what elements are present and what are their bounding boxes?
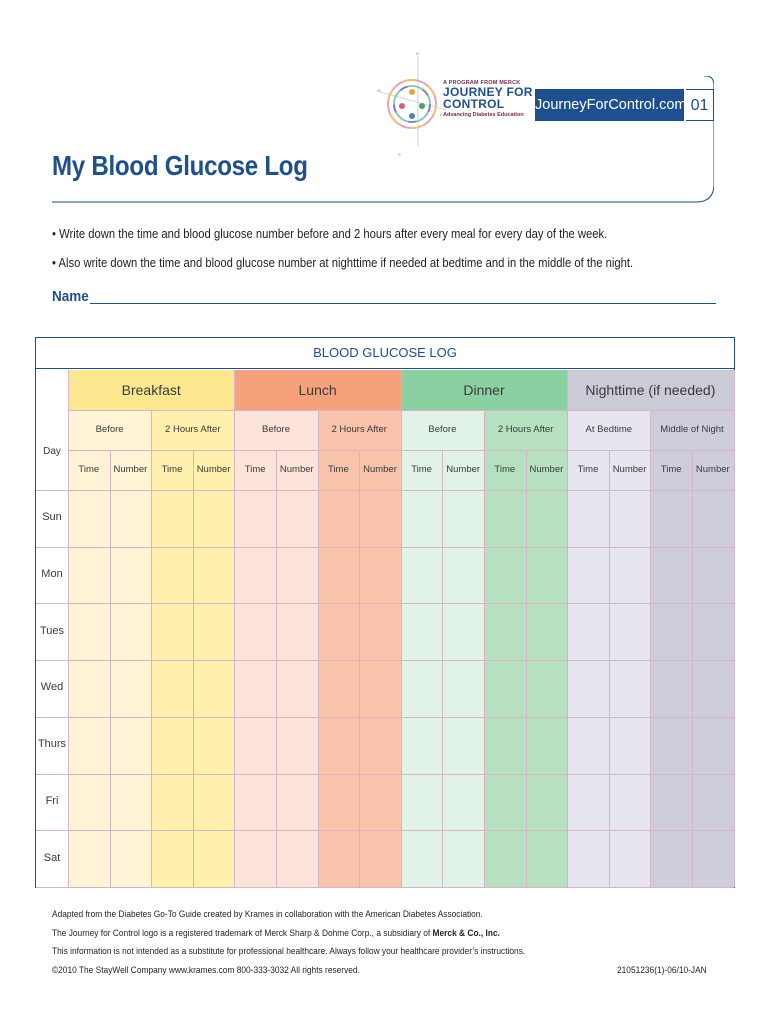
log-entry-cell[interactable]	[68, 490, 110, 547]
grid-vline	[359, 450, 360, 887]
log-entry-cell[interactable]	[526, 830, 568, 887]
compass-w: W	[377, 88, 381, 93]
blood-glucose-log	[35, 337, 735, 888]
column-header: Time	[161, 464, 183, 475]
log-entry-cell[interactable]	[692, 547, 734, 604]
log-entry-cell[interactable]	[193, 660, 235, 717]
footer-line-2-text: The Journey for Control logo is a registered trademark of Merck Sharp & Dohme Corp., a subsidiary of	[52, 928, 433, 939]
log-entry-cell[interactable]	[609, 660, 651, 717]
grid-vline	[318, 410, 319, 887]
logo-tagline-top: A PROGRAM FROM MERCK	[443, 80, 521, 86]
log-entry-cell[interactable]	[68, 547, 110, 604]
column-header: Time	[328, 464, 349, 475]
log-entry-cell[interactable]	[442, 717, 484, 774]
log-entry-cell[interactable]	[359, 547, 401, 604]
day-label: Tues	[39, 624, 65, 637]
log-entry-cell[interactable]	[110, 547, 152, 604]
log-entry-cell[interactable]	[110, 490, 152, 547]
log-entry-cell[interactable]	[151, 603, 193, 660]
column-header: Number	[446, 464, 481, 475]
log-entry-cell[interactable]	[401, 603, 443, 660]
log-entry-cell[interactable]	[484, 717, 526, 774]
log-entry-cell[interactable]	[692, 490, 734, 547]
log-entry-cell[interactable]	[359, 830, 401, 887]
log-entry-cell[interactable]	[442, 774, 484, 831]
log-entry-cell[interactable]	[193, 830, 235, 887]
grid-vline	[442, 450, 443, 887]
grid-hline	[36, 547, 734, 548]
log-entry-cell[interactable]	[567, 547, 609, 604]
log-entry-cell[interactable]	[692, 774, 734, 831]
instruction-1: • Write down the time and blood glucose number before and 2 hours after every meal for every day of the week.	[52, 227, 608, 241]
compass-e: E	[440, 112, 443, 117]
log-entry-cell[interactable]	[110, 660, 152, 717]
log-entry-cell[interactable]	[234, 603, 276, 660]
footer-line-1: Adapted from the Diabetes Go-To Guide created by Krames in collaboration with the American Diabetes Association.	[52, 909, 483, 920]
log-entry-cell[interactable]	[234, 830, 276, 887]
grid-hline	[68, 450, 734, 451]
log-entry-cell[interactable]	[68, 603, 110, 660]
log-entry-cell[interactable]	[442, 830, 484, 887]
log-entry-cell[interactable]	[650, 603, 692, 660]
day-label: Wed	[40, 681, 64, 694]
footer-line-2	[52, 928, 500, 939]
log-entry-cell[interactable]	[110, 603, 152, 660]
logo-tagline-bottom: Advancing Diabetes Education	[443, 112, 524, 118]
log-entry-cell[interactable]	[68, 774, 110, 831]
name-field[interactable]	[90, 303, 716, 304]
log-entry-cell[interactable]	[68, 830, 110, 887]
grid-vline	[526, 450, 527, 887]
meal-subheader: Before	[428, 424, 457, 435]
log-entry-cell[interactable]	[401, 660, 443, 717]
log-title: BLOOD GLUCOSE LOG	[313, 345, 457, 360]
log-entry-cell[interactable]	[359, 603, 401, 660]
column-header: Time	[244, 464, 266, 475]
journey-for-control-logo	[374, 46, 446, 158]
meal-subheader: 2 Hours After	[331, 424, 387, 435]
log-entry-cell[interactable]	[484, 660, 526, 717]
log-entry-cell[interactable]	[442, 603, 484, 660]
footer-code: 21051236(1)-06/10-JAN	[617, 965, 707, 976]
log-entry-cell[interactable]	[151, 717, 193, 774]
meal-subheader: Middle of Night	[660, 424, 724, 435]
log-entry-cell[interactable]	[526, 490, 568, 547]
grid-vline	[401, 370, 402, 887]
meal-header: Lunch	[234, 370, 400, 410]
log-entry-cell[interactable]	[484, 547, 526, 604]
log-entry-cell[interactable]	[442, 547, 484, 604]
log-entry-cell[interactable]	[526, 717, 568, 774]
column-header: Time	[78, 464, 100, 475]
grid-vline	[650, 410, 651, 887]
log-entry-cell[interactable]	[276, 774, 318, 831]
log-entry-cell[interactable]	[110, 774, 152, 831]
column-header: Number	[113, 464, 148, 475]
grid-hline	[36, 660, 734, 661]
column-header: Number	[612, 464, 647, 475]
log-entry-cell[interactable]	[567, 830, 609, 887]
column-header: Number	[529, 464, 564, 475]
grid-hline	[36, 774, 734, 775]
day-label: Fri	[45, 794, 59, 807]
log-entry-cell[interactable]	[692, 603, 734, 660]
column-header: Time	[660, 464, 682, 475]
log-entry-cell[interactable]	[234, 547, 276, 604]
log-entry-cell[interactable]	[110, 717, 152, 774]
grid-vline	[692, 450, 693, 887]
log-entry-cell[interactable]	[318, 547, 360, 604]
log-entry-cell[interactable]	[401, 490, 443, 547]
log-entry-cell[interactable]	[609, 774, 651, 831]
log-entry-cell[interactable]	[193, 774, 235, 831]
log-entry-cell[interactable]	[650, 830, 692, 887]
log-entry-cell[interactable]	[609, 603, 651, 660]
log-entry-cell[interactable]	[68, 717, 110, 774]
log-entry-cell[interactable]	[692, 830, 734, 887]
log-entry-cell[interactable]	[650, 717, 692, 774]
column-header: Number	[196, 464, 231, 475]
log-entry-cell[interactable]	[484, 774, 526, 831]
grid-vline	[151, 410, 152, 887]
log-entry-cell[interactable]	[318, 717, 360, 774]
log-entry-cell[interactable]	[692, 660, 734, 717]
log-entry-cell[interactable]	[401, 717, 443, 774]
log-entry-cell[interactable]	[68, 660, 110, 717]
log-entry-cell[interactable]	[234, 490, 276, 547]
grid-vline	[609, 450, 610, 887]
log-entry-cell[interactable]	[234, 774, 276, 831]
log-entry-cell[interactable]	[151, 490, 193, 547]
log-entry-cell[interactable]	[276, 547, 318, 604]
day-label: Sun	[42, 511, 62, 524]
footer-line-3: This information is not intended as a substitute for professional healthcare. Always follow your healthcare provider’s instructions.	[52, 946, 526, 957]
log-entry-cell[interactable]	[567, 774, 609, 831]
log-entry-cell[interactable]	[234, 660, 276, 717]
compass-s: S	[398, 152, 401, 157]
footer-line-4: ©2010 The StayWell Company www.krames.com 800-333-3032 All rights reserved.	[52, 965, 360, 976]
logo-line2: CONTROL	[443, 97, 505, 111]
log-entry-cell[interactable]	[567, 717, 609, 774]
log-entry-cell[interactable]	[318, 774, 360, 831]
day-label: Sat	[43, 851, 61, 864]
grid-hline	[36, 490, 734, 491]
website-url[interactable]: JourneyForControl.com	[535, 89, 684, 121]
log-entry-cell[interactable]	[526, 547, 568, 604]
log-grid	[36, 338, 734, 887]
log-entry-cell[interactable]	[442, 490, 484, 547]
log-entry-cell[interactable]	[359, 717, 401, 774]
meal-header: Dinner	[401, 370, 567, 410]
log-entry-cell[interactable]	[609, 490, 651, 547]
column-header: Time	[577, 464, 599, 475]
grid-hline	[36, 603, 734, 604]
grid-vline	[68, 370, 69, 887]
logo-line1: JOURNEY FOR	[443, 85, 533, 99]
grid-hline	[36, 887, 734, 888]
log-entry-cell[interactable]	[193, 603, 235, 660]
log-entry-cell[interactable]	[151, 830, 193, 887]
log-entry-cell[interactable]	[276, 490, 318, 547]
log-entry-cell[interactable]	[276, 660, 318, 717]
meal-subheader: 2 Hours After	[497, 424, 554, 435]
grid-vline	[193, 450, 194, 887]
log-entry-cell[interactable]	[318, 603, 360, 660]
meal-header: Breakfast	[68, 370, 234, 410]
log-entry-cell[interactable]	[359, 490, 401, 547]
column-header: Number	[695, 464, 730, 475]
log-entry-cell[interactable]	[650, 547, 692, 604]
day-label: Mon	[41, 568, 63, 581]
log-entry-cell[interactable]	[484, 603, 526, 660]
log-entry-cell[interactable]	[650, 490, 692, 547]
instruction-2: • Also write down the time and blood glucose number at nighttime if needed at bedtime and in the middle of the night.	[52, 256, 634, 270]
footer-merck: Merck & Co., Inc.	[432, 928, 500, 939]
log-entry-cell[interactable]	[193, 547, 235, 604]
log-entry-cell[interactable]	[318, 660, 360, 717]
grid-vline	[110, 450, 111, 887]
log-entry-cell[interactable]	[193, 490, 235, 547]
log-entry-cell[interactable]	[526, 774, 568, 831]
column-header: Number	[363, 464, 397, 475]
log-entry-cell[interactable]	[276, 830, 318, 887]
log-entry-cell[interactable]	[318, 490, 360, 547]
log-entry-cell[interactable]	[151, 660, 193, 717]
grid-hline	[36, 830, 734, 831]
grid-vline	[484, 410, 485, 887]
log-entry-cell[interactable]	[692, 717, 734, 774]
log-entry-cell[interactable]	[401, 774, 443, 831]
meal-subheader: At Bedtime	[585, 424, 633, 435]
log-entry-cell[interactable]	[110, 830, 152, 887]
log-entry-cell[interactable]	[609, 547, 651, 604]
log-entry-cell[interactable]	[567, 603, 609, 660]
log-entry-cell[interactable]	[650, 660, 692, 717]
day-header: Day	[43, 446, 61, 457]
grid-vline	[276, 450, 277, 887]
log-entry-cell[interactable]	[234, 717, 276, 774]
log-entry-cell[interactable]	[276, 717, 318, 774]
column-header: Number	[279, 464, 314, 475]
log-entry-cell[interactable]	[526, 603, 568, 660]
day-label: Thurs	[37, 738, 67, 751]
meal-header: Nighttime (if needed)	[567, 370, 733, 410]
log-entry-cell[interactable]	[484, 490, 526, 547]
grid-vline	[234, 370, 235, 887]
log-entry-cell[interactable]	[609, 717, 651, 774]
log-entry-cell[interactable]	[567, 490, 609, 547]
grid-hline	[36, 717, 734, 718]
log-entry-cell[interactable]	[567, 660, 609, 717]
name-label: Name	[52, 288, 89, 305]
log-entry-cell[interactable]	[650, 774, 692, 831]
log-entry-cell[interactable]	[276, 603, 318, 660]
log-entry-cell[interactable]	[484, 830, 526, 887]
log-entry-cell[interactable]	[151, 547, 193, 604]
meal-subheader: 2 Hours After	[165, 424, 221, 435]
log-entry-cell[interactable]	[193, 717, 235, 774]
column-header: Time	[494, 464, 516, 475]
compass-n: N	[416, 51, 419, 56]
log-entry-cell[interactable]	[359, 774, 401, 831]
log-entry-cell[interactable]	[609, 830, 651, 887]
grid-vline	[567, 370, 568, 887]
grid-hline	[68, 410, 734, 411]
log-entry-cell[interactable]	[401, 547, 443, 604]
log-entry-cell[interactable]	[151, 774, 193, 831]
log-entry-cell[interactable]	[401, 830, 443, 887]
log-entry-cell[interactable]	[359, 660, 401, 717]
meal-subheader: Before	[95, 424, 124, 435]
log-entry-cell[interactable]	[442, 660, 484, 717]
page-title: My Blood Glucose Log	[52, 150, 308, 181]
log-entry-cell[interactable]	[318, 830, 360, 887]
grid-vline	[734, 370, 735, 887]
page-number: 01	[686, 89, 714, 121]
meal-subheader: Before	[261, 424, 290, 435]
log-entry-cell[interactable]	[526, 660, 568, 717]
column-header: Time	[411, 464, 432, 475]
